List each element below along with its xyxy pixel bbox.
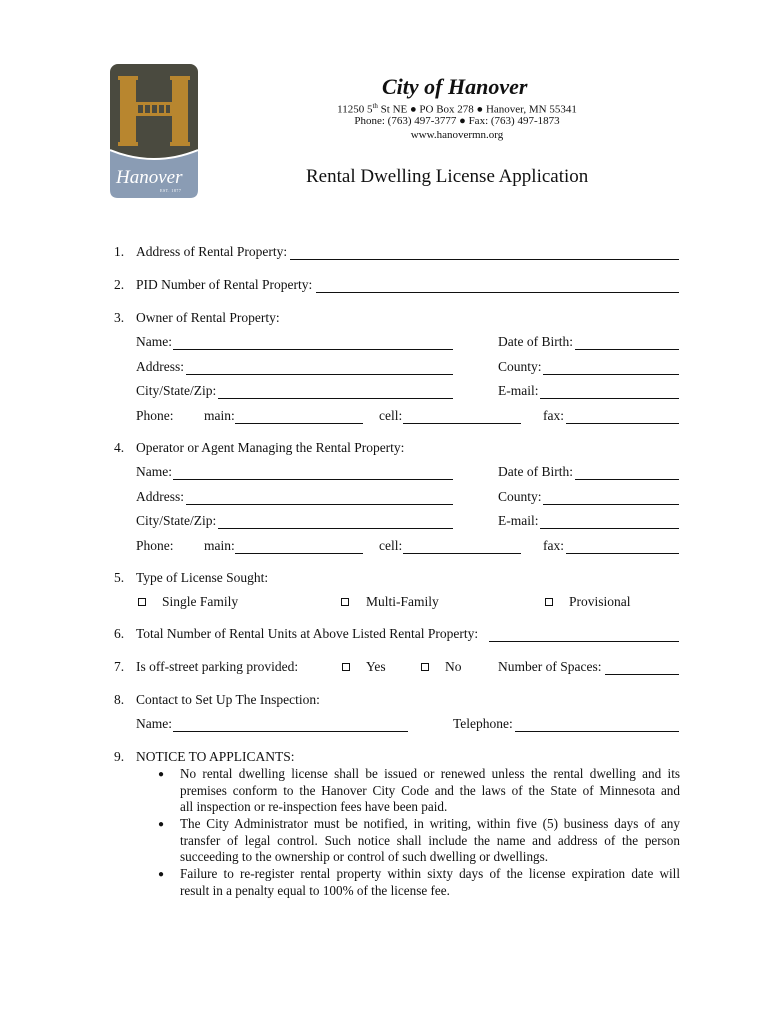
- address-pre: 11250 5: [337, 103, 373, 116]
- q3-county-label: County:: [498, 359, 542, 374]
- notice-1-line-2: premises conform to the Hanover City Code and the laws of the State of Minnesota and: [180, 782, 680, 798]
- q8-name-field[interactable]: [173, 731, 408, 732]
- provisional-checkbox[interactable]: [545, 598, 553, 606]
- q4-address-field[interactable]: [186, 504, 453, 505]
- org-website: www.hanovermn.org: [410, 129, 504, 141]
- single-family-label: Single Family: [162, 594, 239, 609]
- notice-3-line-2: result in a penalty equal to 100% of the license fee.: [180, 882, 450, 898]
- provisional-label: Provisional: [569, 594, 631, 609]
- notice-2-line-3: succeeding to the ownership or control of such dwelling or dwellings.: [180, 849, 549, 864]
- q7-label: Is off-street parking provided:: [136, 659, 299, 674]
- q3-county-field[interactable]: [543, 374, 679, 375]
- bullet-icon: ●: [158, 869, 165, 880]
- q8-telephone-label: Telephone:: [453, 716, 513, 731]
- q3-label: Owner of Rental Property:: [136, 310, 280, 325]
- bullet-icon: ●: [158, 769, 165, 780]
- q4-cell-label: cell:: [379, 538, 403, 553]
- q4-city-field[interactable]: [218, 528, 453, 529]
- q4-county-field[interactable]: [543, 504, 679, 505]
- q4-main-label: main:: [204, 538, 235, 553]
- notice-item-3: [180, 866, 680, 899]
- q6-field[interactable]: [489, 641, 679, 642]
- q7-number: 7.: [114, 659, 125, 674]
- q1-label: Address of Rental Property:: [136, 244, 288, 259]
- q4-name-field[interactable]: [173, 479, 453, 480]
- q4-main-field[interactable]: [235, 553, 363, 554]
- q4-phone-label: Phone:: [136, 538, 174, 553]
- q3-cell-field[interactable]: [403, 423, 521, 424]
- q4-email-field[interactable]: [540, 528, 679, 529]
- q3-email-field[interactable]: [540, 398, 679, 399]
- q4-address-label: Address:: [136, 489, 184, 504]
- q8-telephone-field[interactable]: [515, 731, 679, 732]
- notice-2-line-1: The City Administrator must be notified, in writing, within five (5) business days of any: [180, 816, 680, 831]
- q3-city-field[interactable]: [218, 398, 453, 399]
- q4-label: Operator or Agent Managing the Rental Property:: [136, 440, 405, 455]
- q2-label: PID Number of Rental Property:: [136, 277, 313, 292]
- q6-label: Total Number of Rental Units at Above Listed Rental Property:: [136, 626, 479, 641]
- q4-name-label: Name:: [136, 464, 172, 479]
- logo-established: EST. 1877: [160, 188, 182, 193]
- parking-no-checkbox[interactable]: [421, 663, 429, 671]
- parking-yes-checkbox[interactable]: [342, 663, 350, 671]
- q3-dob-field[interactable]: [575, 349, 679, 350]
- notice-item-2: [180, 816, 680, 866]
- q4-number: 4.: [114, 440, 125, 455]
- address-sup: th: [372, 102, 378, 110]
- q9-label: NOTICE TO APPLICANTS:: [136, 749, 295, 764]
- notice-3-line-1: Failure to re-register rental property within sixty days of the license expiration date will: [180, 866, 680, 881]
- q3-main-label: main:: [204, 408, 235, 423]
- q1-number: 1.: [114, 244, 125, 259]
- q1-field[interactable]: [290, 259, 679, 260]
- q5-number: 5.: [114, 570, 125, 585]
- q4-county-label: County:: [498, 489, 542, 504]
- q4-fax-label: fax:: [543, 538, 564, 553]
- q3-fax-label: fax:: [543, 408, 564, 423]
- q8-name-label: Name:: [136, 716, 172, 731]
- q4-city-label: City/State/Zip:: [136, 513, 217, 528]
- multi-family-label: Multi-Family: [366, 594, 439, 609]
- q3-main-field[interactable]: [235, 423, 363, 424]
- q3-name-field[interactable]: [173, 349, 453, 350]
- q3-address-field[interactable]: [186, 374, 453, 375]
- parking-yes-label: Yes: [366, 659, 386, 674]
- q4-dob-label: Date of Birth:: [498, 464, 573, 479]
- notice-1-line-1: No rental dwelling license shall be issued or renewed unless the rental dwelling and its: [180, 766, 680, 781]
- q3-fax-field[interactable]: [566, 423, 679, 424]
- q3-city-label: City/State/Zip:: [136, 383, 217, 398]
- q4-dob-field[interactable]: [575, 479, 679, 480]
- city-logo: [110, 64, 198, 198]
- form-title: Rental Dwelling License Application: [306, 166, 589, 187]
- q3-dob-label: Date of Birth:: [498, 334, 573, 349]
- q4-email-label: E-mail:: [498, 513, 539, 528]
- notice-1-line-3: all inspection or re-inspection fees have been paid.: [180, 799, 448, 814]
- q8-number: 8.: [114, 692, 125, 707]
- bullet-icon: ●: [158, 819, 165, 830]
- q3-name-label: Name:: [136, 334, 172, 349]
- spaces-label: Number of Spaces:: [498, 659, 602, 674]
- org-name: City of Hanover: [382, 74, 528, 99]
- q6-number: 6.: [114, 626, 125, 641]
- q3-phone-label: Phone:: [136, 408, 174, 423]
- single-family-checkbox[interactable]: [138, 598, 146, 606]
- q2-number: 2.: [114, 277, 125, 292]
- logo-wordmark: Hanover: [116, 167, 183, 188]
- multi-family-checkbox[interactable]: [341, 598, 349, 606]
- q9-number: 9.: [114, 749, 125, 764]
- q3-cell-label: cell:: [379, 408, 403, 423]
- q5-label: Type of License Sought:: [136, 570, 269, 585]
- notice-2-line-2: transfer of legal control. Such notice shall include the name and address of the person: [180, 832, 680, 848]
- q8-label: Contact to Set Up The Inspection:: [136, 692, 320, 707]
- org-phone: Phone: (763) 497-3777 ● Fax: (763) 497-1873: [354, 115, 560, 127]
- address-post: St NE ● PO Box 278 ● Hanover, MN 55341: [377, 103, 577, 116]
- q4-cell-field[interactable]: [403, 553, 521, 554]
- q2-field[interactable]: [316, 292, 679, 293]
- q4-fax-field[interactable]: [566, 553, 679, 554]
- q3-email-label: E-mail:: [498, 383, 539, 398]
- q3-number: 3.: [114, 310, 125, 325]
- q3-address-label: Address:: [136, 359, 184, 374]
- spaces-field[interactable]: [605, 674, 679, 675]
- notice-item-1: [180, 766, 680, 816]
- parking-no-label: No: [445, 659, 462, 674]
